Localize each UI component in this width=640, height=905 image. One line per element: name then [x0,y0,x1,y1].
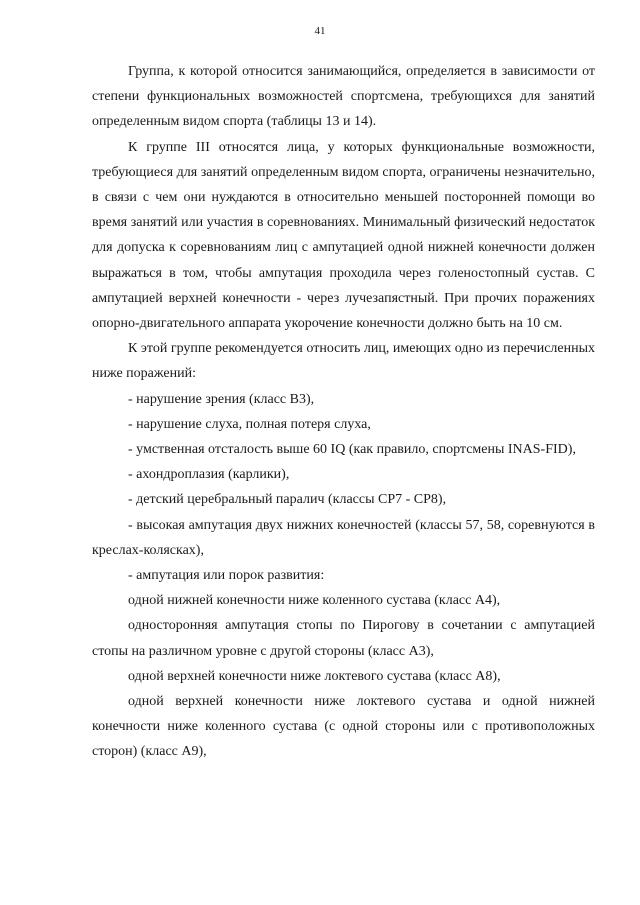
list-item: - нарушение слуха, полная потеря слуха, [128,416,371,432]
paragraph-group-lesions-intro: К этой группе рекомендуется относить лиц, имеющих одно из перечисленных ниже поражений: [92,341,595,382]
sub-list-item: одной нижней конечности ниже коленного сустава (класс А4), [128,593,501,609]
list-item: - детский церебральный паралич (классы СР7 - СР8), [128,492,447,508]
sub-list-item: одной верхней конечности ниже локтевого сустава и одной нижней конечности ниже коленного сустава (с одной стороны или с противоположных сторон) (класс А9), [92,694,595,760]
amputation-sublist [92,588,595,764]
paragraph-group-three: К группе III относятся лица, у которых функциональные возможности, требующиеся для занятий определенным видом спорта, ограничены незначительно, в связи с чем они нуждаются в относительно меньшей посторонней помощи во время занятий или участия в соревнованиях. Минимальный физический недостаток для допуска к соревнованиям лиц с ампутацией одной нижней конечности должен выражаться в том, чтобы ампутация проходила через голеностопный сустав. С ампутацией верхней конечности - через лучезапястный. При прочих поражениях опорно-двигательного аппарата укорочение конечности должно быть на 10 см. [92,139,595,332]
sub-list-item: односторонняя ампутация стопы по Пирогову в сочетании с ампутацией стопы на различном уровне с другой стороны (класс А3), [92,618,595,659]
list-item: - нарушение зрения (класс В3), [128,391,315,407]
sub-list-item: одной верхней конечности ниже локтевого сустава (класс А8), [128,668,501,684]
list-item: - высокая ампутация двух нижних конечностей (классы 57, 58, соревнуются в креслах-колясках), [92,517,595,558]
page-number: 41 [314,25,326,37]
document-body [92,59,595,765]
lesion-list [92,387,595,589]
list-item: - ахондроплазия (карлики), [128,467,290,483]
paragraph-group-definition: Группа, к которой относится занимающийся, определяется в зависимости от степени функциональных возможностей спортсмена, требующихся для занятий определенным видом спорта (таблицы 13 и 14). [92,64,595,130]
list-item: - умственная отсталость выше 60 IQ (как правило, спортсмены INAS-FID), [128,442,576,458]
list-item: - ампутация или порок развития: [128,568,325,584]
